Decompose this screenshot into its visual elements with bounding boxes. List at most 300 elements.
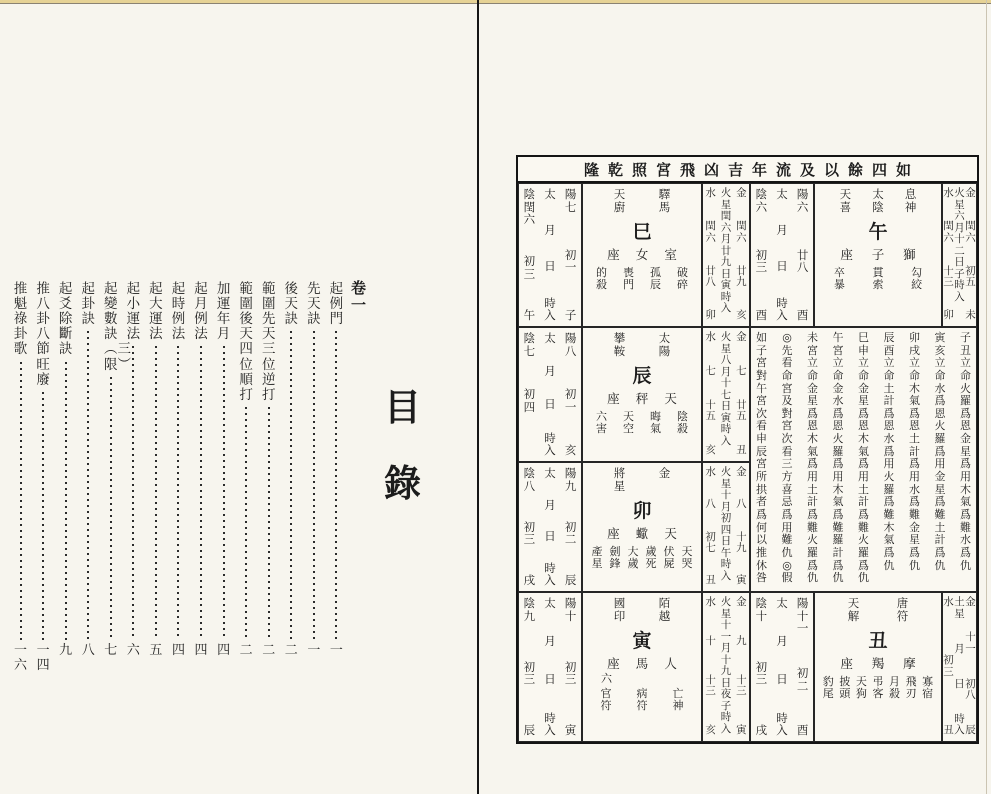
planet-line-center-si — [721, 184, 732, 326]
toc-entry-2 — [281, 282, 302, 690]
stars-top-wu — [815, 184, 941, 220]
sun-entry-mao-piece-1: 初二 — [564, 519, 577, 547]
planet-line-right-mao — [736, 463, 747, 591]
toc-dotted-leader — [335, 331, 337, 640]
planet-line-center-mao-piece-0: 火星十月初四日午時入 — [720, 466, 732, 582]
toc-entry-7 — [168, 282, 189, 690]
constellation-char-2: 座 — [840, 247, 853, 262]
sun-entry-wu-piece-2: 酉 — [796, 308, 809, 323]
sun-entry-chou-piece-1: 初二 — [796, 666, 809, 693]
toc-entry-label: 起爻除斷訣 — [58, 281, 73, 358]
planet-line-center-chou-piece-3: 時入 — [954, 712, 965, 737]
toc-page-number: 一四 — [36, 643, 50, 673]
star-chen-top-1: 攀鞍 — [613, 331, 626, 358]
star-chou-bottom-6: 豹尾 — [822, 675, 834, 701]
moon-entry-chen-piece-2 — [524, 444, 536, 457]
constellation-yin — [583, 653, 701, 673]
planet-line-left-wu-piece-2: 十三 — [943, 264, 954, 289]
star-mao-bottom-1: 伏屍 — [663, 545, 675, 571]
planet-line-right-si-piece-1: 閏六 — [736, 220, 747, 244]
toc-dotted-leader — [223, 346, 225, 640]
star-wu-top-0: 息神 — [904, 187, 917, 214]
constellation-char-1: 羯 — [871, 656, 885, 671]
star-wu-bottom-0: 勾絞 — [911, 266, 923, 292]
star-chou-bottom-4: 天狗 — [855, 675, 867, 701]
moon-entry-chou-piece-2: 戌 — [755, 723, 768, 738]
planet-line-center-yin — [721, 593, 732, 741]
planet-line-right-chou-piece-1: 十一 — [965, 631, 976, 655]
star-si-top-1: 天廚 — [613, 187, 626, 214]
moon-entry-yin — [524, 593, 536, 741]
star-mao-bottom-2: 歲死 — [645, 545, 657, 571]
page-edge-line — [986, 0, 987, 794]
moon-entry-yin-piece-2: 辰 — [523, 723, 536, 738]
toc-page-number: 一六 — [14, 643, 28, 673]
sun-entry-chen — [565, 328, 577, 461]
sun-entry-yin-piece-1: 初三 — [564, 659, 577, 687]
planet-line-right-yin-piece-3: 寅 — [736, 724, 747, 737]
planet-line-right-si-piece-0: 金 — [736, 187, 747, 199]
stars-bottom-si — [583, 264, 701, 326]
planet-line-left-si — [705, 184, 716, 326]
sun-entry-mao-piece-2: 辰 — [564, 573, 577, 588]
planet-line-center-yin-piece-0: 火星十一月十九日夜子時入 — [720, 596, 732, 736]
sun-entry-chou — [797, 593, 809, 741]
planet-line-center-mao — [721, 463, 732, 591]
star-chou-bottom-1: 飛刃 — [905, 675, 917, 701]
planet-line-center-si-piece-0: 火星閏六月廿九日寅時入 — [720, 187, 732, 315]
toc-page-number: 二 — [284, 643, 298, 658]
center-text-column-0: 子丑立命火羅爲恩金星爲用木氣爲難水爲仇 — [960, 331, 971, 572]
star-yin-bottom-0: 亡神 — [672, 687, 684, 713]
star-yin-bottom-1: 病符 — [636, 687, 648, 713]
star-si-bottom-0: 破碎 — [677, 266, 688, 292]
star-chen-bottom-2: 天空 — [623, 410, 634, 436]
sunmoon-shared-mao-piece-1: 月 — [544, 497, 556, 512]
planet-line-left-yin — [705, 593, 716, 741]
star-yin-bottom-2: 官符 — [600, 687, 612, 713]
scan-top-line — [0, 3, 991, 4]
sun-entry-chen-piece-2: 亥 — [564, 443, 577, 458]
star-chou-bottom-3: 弔客 — [872, 675, 884, 701]
constellation-char-1: 女 — [635, 247, 649, 262]
toc-entry-label: 先天訣 — [307, 281, 321, 328]
star-mao-top-0: 金 — [658, 466, 671, 480]
sunmoon-shared-yin — [544, 593, 556, 741]
toc-entry-6 — [191, 282, 212, 690]
moon-entry-yin-piece-1: 初三 — [523, 659, 536, 687]
planet-line-center-chou-piece-1: 月 — [954, 642, 965, 655]
sunmoon-shared-chou-piece-1: 月 — [776, 634, 788, 649]
planet-line-left-mao-piece-3: 丑 — [705, 574, 716, 587]
toc-page-number: 二 — [239, 643, 253, 658]
planets-col-chen — [702, 327, 750, 462]
toc-entry-9 — [123, 282, 144, 690]
planets-col-mao — [702, 462, 750, 592]
moon-entry-yin-piece-0: 陰九 — [523, 596, 536, 623]
constellation-si — [583, 244, 701, 264]
sunmoon-shared-yin-piece-1: 月 — [544, 634, 556, 649]
toc-entry-1 — [303, 282, 324, 690]
sunmoon-shared-mao-piece-3: 時入 — [544, 560, 556, 588]
moon-entry-wu-piece-2: 酉 — [755, 308, 768, 323]
sun-entry-yin-piece-0: 陽十 — [564, 596, 577, 623]
toc-dotted-leader — [132, 346, 134, 640]
planet-line-right-wu — [965, 184, 976, 326]
palace-cell-mao — [582, 462, 702, 592]
star-yin-top-1: 國印 — [613, 596, 626, 623]
toc-page-number: 四 — [217, 643, 231, 658]
toc-entry-3 — [258, 282, 279, 690]
toc-entry-0 — [326, 282, 347, 690]
toc-entry-label: 推八卦八節旺廢 — [36, 281, 50, 388]
planet-line-center-wu — [954, 184, 965, 326]
planet-line-right-si-piece-2: 廿九 — [736, 264, 747, 289]
stars-top-yin — [583, 593, 701, 629]
moon-entry-wu-piece-0: 陰六 — [755, 187, 768, 214]
star-mao-bottom-5: 產星 — [591, 545, 603, 571]
planet-line-center-chou-piece-2: 日 — [954, 677, 965, 690]
branch-char-yin: 寅 — [632, 630, 652, 652]
toc-page-number: 八 — [81, 643, 95, 658]
stars-bottom-yin — [583, 685, 701, 741]
toc-dotted-leader — [290, 331, 292, 640]
planet-line-left-mao-piece-0: 水 — [705, 466, 716, 478]
moon-entry-mao-piece-0: 陰八 — [523, 466, 536, 493]
toc-dotted-leader — [313, 331, 315, 640]
stars-mid-yin — [583, 673, 701, 685]
planet-line-left-wu-piece-3: 卯 — [943, 309, 954, 322]
planet-line-left-mao-piece-1: 八 — [705, 498, 716, 511]
sunmoon-shared-mao-piece-0: 太 — [544, 466, 556, 480]
toc-entry-label: 範圍後天四位順打 — [239, 281, 253, 403]
stars-bottom-wu — [815, 264, 941, 326]
moon-entry-wu — [756, 184, 768, 326]
center-text-column-7: ◎先看命宮及對宮次看三方喜忌爲用難仇◎假 — [781, 331, 793, 585]
constellation-char-2: 座 — [840, 656, 853, 671]
toc-entry-label: 推魁祿卦歌 — [13, 281, 28, 358]
star-si-top-0: 驛馬 — [658, 187, 671, 214]
planet-line-right-chen-piece-3: 丑 — [736, 444, 747, 457]
sun-entry-yin — [565, 593, 577, 741]
sunmoon-shared-chou-piece-3: 時入 — [776, 710, 788, 738]
star-mao-bottom-4: 劍鋒 — [609, 545, 621, 571]
constellation-char-0: 摩 — [903, 656, 916, 671]
planet-line-right-chen — [736, 328, 747, 461]
moon-entry-mao — [524, 463, 536, 591]
constellation-chou — [815, 653, 941, 673]
constellation-char-0: 室 — [664, 247, 677, 262]
star-wu-bottom-1: 貫索 — [872, 266, 884, 292]
planet-line-right-wu-piece-2: 初五 — [965, 264, 976, 289]
planet-line-right-mao-piece-2: 十九 — [736, 530, 747, 555]
star-chen-bottom-0: 陰殺 — [677, 410, 688, 436]
toc-entry-label: 後天訣 — [284, 281, 298, 328]
sun-entry-si-piece-2: 子 — [564, 308, 577, 323]
star-chen-bottom-1: 晦氣 — [650, 410, 661, 436]
star-wu-bottom-2: 卒暴 — [833, 266, 845, 292]
planet-line-left-chen-piece-0: 水 — [705, 331, 716, 343]
toc-entry-4 — [236, 282, 257, 690]
planet-line-left-chen-piece-1: 七 — [705, 364, 716, 377]
star-mao-bottom-3: 大歲 — [627, 545, 639, 571]
toc-entry-11 — [78, 282, 99, 690]
sunmoon-col-yin — [518, 592, 582, 742]
palace-cell-chou — [814, 592, 942, 742]
sunmoon-shared-chou-piece-0: 太 — [776, 596, 788, 610]
planet-line-right-wu-piece-0: 金 — [965, 187, 976, 199]
toc-entry-12 — [55, 282, 76, 690]
center-text-column-5: 午宮立命金水爲恩火羅爲用木氣爲難羅計爲仇 — [832, 331, 844, 585]
sunmoon-shared-wu-piece-2: 日 — [776, 259, 788, 274]
contents-page-title: 目錄 — [384, 385, 421, 505]
planet-line-left-wu — [943, 184, 954, 326]
moon-entry-mao-piece-1: 初三 — [523, 519, 536, 547]
planet-line-right-wu-piece-3: 未 — [965, 309, 976, 322]
table-of-contents — [10, 282, 347, 690]
star-si-bottom-1: 孤辰 — [650, 266, 661, 292]
sunmoon-shared-si — [544, 184, 556, 326]
branch-char-si: 巳 — [632, 221, 652, 243]
sun-entry-chou-piece-2: 酉 — [796, 723, 809, 738]
moon-entry-chou — [756, 593, 768, 741]
planet-line-left-chen-piece-3: 亥 — [705, 444, 716, 457]
palace-cell-yin — [582, 592, 702, 742]
star-chou-top-0: 唐符 — [896, 596, 909, 623]
planet-line-right-chou-piece-0: 金 — [965, 596, 976, 608]
center-text-column-3: 辰酉立命土計爲恩水爲用火羅爲難木氣爲仇 — [883, 331, 895, 572]
stars-top-mao — [583, 463, 701, 499]
planets-col-yin — [702, 592, 750, 742]
constellation-char-0: 天 — [664, 526, 677, 541]
planet-line-right-si-piece-3: 亥 — [736, 309, 747, 322]
toc-entry-label: 起卦訣 — [81, 281, 95, 328]
center-text-column-8: 如子宮對午宮次看申辰宮所拱者爲何以推休咎 — [756, 331, 767, 585]
sunmoon-col-si — [518, 183, 582, 327]
planet-line-left-yin-piece-1: 十 — [705, 634, 716, 647]
toc-entry-label: 起例門 — [329, 281, 344, 328]
planet-line-center-chou — [954, 593, 965, 741]
sunmoon-shared-yin-piece-0: 太 — [544, 596, 556, 610]
planet-line-right-yin — [736, 593, 747, 741]
toc-page-number: 九 — [59, 643, 73, 658]
sunmoon-shared-chen-piece-3: 時入 — [544, 430, 556, 458]
sunmoon-shared-wu-piece-0: 太 — [776, 187, 788, 201]
toc-dotted-leader — [20, 362, 22, 640]
toc-dotted-leader — [42, 392, 44, 640]
planet-line-left-mao — [705, 463, 716, 591]
toc-page-number: 一 — [307, 643, 321, 658]
star-yin-mid-0: 六 — [601, 672, 612, 685]
page-gutter-line — [477, 0, 479, 794]
sunmoon-shared-wu-piece-1: 月 — [776, 223, 788, 238]
branch-char-chou: 丑 — [868, 630, 888, 652]
sunmoon-col-chou — [750, 592, 814, 742]
planet-line-left-chou-piece-1: 初三 — [943, 654, 954, 678]
toc-entry-label: 加運年月 — [216, 281, 231, 343]
branch-char-chen: 辰 — [632, 365, 652, 387]
constellation-char-2: 座 — [607, 391, 620, 406]
stars-bottom-chen — [583, 408, 701, 461]
star-mao-bottom-0: 天哭 — [681, 545, 693, 571]
sun-entry-wu-piece-0: 陽六 — [796, 187, 809, 214]
toc-entry-5 — [213, 282, 234, 690]
star-wu-top-1: 太陰 — [872, 187, 884, 214]
palace-cell-chen — [582, 327, 702, 462]
planet-line-left-si-piece-0: 水 — [705, 187, 716, 199]
planet-line-left-si-piece-3: 卯 — [705, 309, 716, 322]
sunmoon-shared-chen-piece-1: 月 — [544, 364, 556, 379]
moon-entry-si — [524, 184, 536, 326]
planet-line-center-chou-piece-0: 土星 — [954, 596, 965, 620]
planet-line-right-chou-piece-2: 初八 — [965, 677, 976, 702]
toc-dotted-leader — [200, 346, 202, 640]
star-chou-bottom-0: 寡宿 — [922, 675, 934, 701]
planet-line-left-yin-piece-0: 水 — [705, 596, 716, 608]
toc-dotted-leader — [177, 346, 179, 640]
star-mao-top-1: 將星 — [613, 466, 626, 493]
sunmoon-shared-chen — [544, 328, 556, 461]
toc-page-number: 五 — [149, 643, 163, 658]
planet-line-left-mao-piece-2: 初七 — [705, 530, 716, 555]
planet-line-right-mao-piece-0: 金 — [736, 466, 747, 478]
planet-line-center-wu-piece-0: 火星六月十二日子時入 — [954, 187, 965, 303]
sunmoon-col-mao — [518, 462, 582, 592]
toc-entry-label: 起月例法 — [194, 281, 208, 343]
palace-cell-si — [582, 183, 702, 327]
sun-entry-chou-piece-0: 陽十一 — [796, 596, 809, 636]
stars-bottom-mao — [583, 543, 701, 591]
toc-entry-label: 起時例法 — [171, 281, 186, 343]
sunmoon-col-chen — [518, 327, 582, 462]
constellation-char-1: 秤 — [635, 391, 649, 406]
planet-line-center-chen-piece-0: 火星八月十七日寅時入 — [720, 331, 732, 447]
planet-line-right-wu-piece-1: 閏六 — [965, 220, 976, 244]
sunmoon-shared-wu — [776, 184, 788, 326]
toc-page-number: 四 — [194, 643, 208, 658]
constellation-char-2: 座 — [607, 247, 620, 262]
sunmoon-shared-chen-piece-0: 太 — [544, 331, 556, 345]
constellation-char-2: 座 — [607, 656, 620, 671]
sunmoon-shared-wu-piece-3: 時入 — [776, 295, 788, 323]
toc-entry-label: 範圍先天三位逆打 — [261, 281, 276, 403]
star-chen-top-0: 太陽 — [658, 331, 671, 358]
sunmoon-shared-chen-piece-2: 日 — [544, 397, 556, 412]
moon-entry-wu-piece-1: 初三 — [755, 247, 768, 275]
planet-line-left-chen-piece-2: 十五 — [705, 398, 716, 423]
sunmoon-shared-yin-piece-3: 時入 — [544, 710, 556, 738]
constellation-char-0: 天 — [664, 391, 677, 406]
sun-entry-chen-piece-1: 初一 — [564, 387, 577, 414]
planet-line-right-si — [736, 184, 747, 326]
star-chou-bottom-5: 披頭 — [839, 675, 851, 701]
constellation-mao — [583, 523, 701, 543]
planet-line-right-mao-piece-1: 八 — [736, 498, 747, 511]
table-title: 隆乾照宮飛凶吉年流及以餘四如 — [518, 157, 977, 183]
planets-col-chou — [942, 592, 977, 742]
moon-entry-chen-piece-0: 陰七 — [523, 331, 536, 358]
sun-entry-wu-piece-1: 廿八 — [796, 247, 809, 275]
planet-line-left-chen — [705, 328, 716, 461]
toc-entry-8 — [145, 282, 166, 690]
moon-entry-chen — [524, 328, 536, 461]
planet-line-left-wu-piece-1: 閏六 — [943, 220, 954, 244]
planet-line-left-yin-piece-2: 十三 — [705, 673, 716, 698]
sun-entry-mao-piece-0: 陽九 — [564, 466, 577, 493]
toc-entry-label: 起大運法 — [149, 281, 163, 343]
planet-line-right-mao-piece-3: 寅 — [736, 574, 747, 587]
moon-entry-si-piece-2: 午 — [523, 308, 536, 323]
constellation-char-2: 座 — [607, 526, 620, 541]
sunmoon-shared-yin-piece-2: 日 — [544, 672, 556, 687]
sunmoon-shared-si-piece-0: 太 — [544, 187, 556, 201]
stars-top-si — [583, 184, 701, 220]
toc-dotted-leader — [87, 331, 89, 640]
stars-bottom-chou — [815, 673, 941, 741]
toc-entry-label: 起變數訣︵三限︶ — [104, 281, 131, 373]
sun-entry-wu — [797, 184, 809, 326]
planet-line-left-si-piece-2: 廿八 — [705, 264, 716, 289]
planet-line-right-yin-piece-0: 金 — [736, 596, 747, 608]
constellation-chen — [583, 388, 701, 408]
center-text-column-2: 卯戌立命木氣爲恩土計爲用水爲難金星爲仇 — [909, 331, 920, 572]
constellation-char-1: 馬 — [635, 656, 649, 671]
sunmoon-shared-chou-piece-2: 日 — [776, 672, 788, 687]
planet-line-center-chen — [721, 328, 732, 461]
volume-label: 卷一 — [351, 279, 367, 314]
toc-entry-14 — [10, 282, 31, 690]
toc-entry-10 — [100, 281, 131, 690]
star-chen-bottom-3: 六害 — [596, 410, 607, 436]
moon-entry-chen-piece-1: 初四 — [523, 387, 536, 414]
planet-line-left-chou-piece-0: 水 — [943, 596, 954, 608]
moon-entry-si-piece-1: 初三 — [523, 254, 536, 281]
toc-entry-13 — [33, 282, 54, 690]
center-text-column-6: 未宮立命金星爲恩木氣爲用土計爲難火羅爲仇 — [807, 331, 818, 585]
planets-col-si — [702, 183, 750, 327]
toc-page-number: 一 — [329, 643, 343, 658]
constellation-char-0: 人 — [664, 656, 677, 671]
planet-line-left-chou — [943, 593, 954, 741]
moon-entry-chou-piece-1: 初三 — [755, 659, 768, 687]
palace-cell-wu — [814, 183, 942, 327]
planet-line-right-chen-piece-0: 金 — [736, 331, 747, 343]
toc-dotted-leader — [65, 362, 67, 640]
toc-dotted-leader — [268, 407, 270, 640]
constellation-char-1: 蠍 — [635, 526, 649, 541]
constellation-wu — [815, 244, 941, 264]
sunmoon-shared-si-piece-3: 時入 — [544, 295, 556, 323]
planet-line-left-chou-piece-2: 丑 — [943, 724, 954, 737]
sunmoon-shared-chou — [776, 593, 788, 741]
star-yin-top-0: 陌越 — [658, 596, 671, 623]
planet-line-left-yin-piece-3: 亥 — [705, 724, 716, 737]
sunmoon-shared-si-piece-1: 月 — [544, 223, 556, 238]
center-text-column-1: 寅亥立命水爲恩火羅爲用金星爲難土計爲仇 — [934, 331, 946, 572]
center-text-column-4: 巳申立命金星爲恩木氣爲用土計爲難火羅爲仇 — [858, 331, 869, 585]
toc-page-number: 七 — [104, 643, 118, 658]
star-chou-top-1: 天解 — [847, 596, 860, 623]
flying-palace-chart-table — [516, 155, 979, 744]
sunmoon-shared-mao — [544, 463, 556, 591]
toc-dotted-leader — [245, 407, 247, 640]
sun-entry-si-piece-1: 初一 — [564, 247, 577, 275]
planet-line-left-si-piece-1: 閏六 — [705, 220, 716, 244]
toc-dotted-leader — [110, 377, 112, 640]
planet-line-right-chen-piece-2: 廿五 — [736, 398, 747, 423]
planet-line-right-yin-piece-2: 十三 — [736, 673, 747, 698]
branch-char-mao: 卯 — [632, 500, 652, 522]
